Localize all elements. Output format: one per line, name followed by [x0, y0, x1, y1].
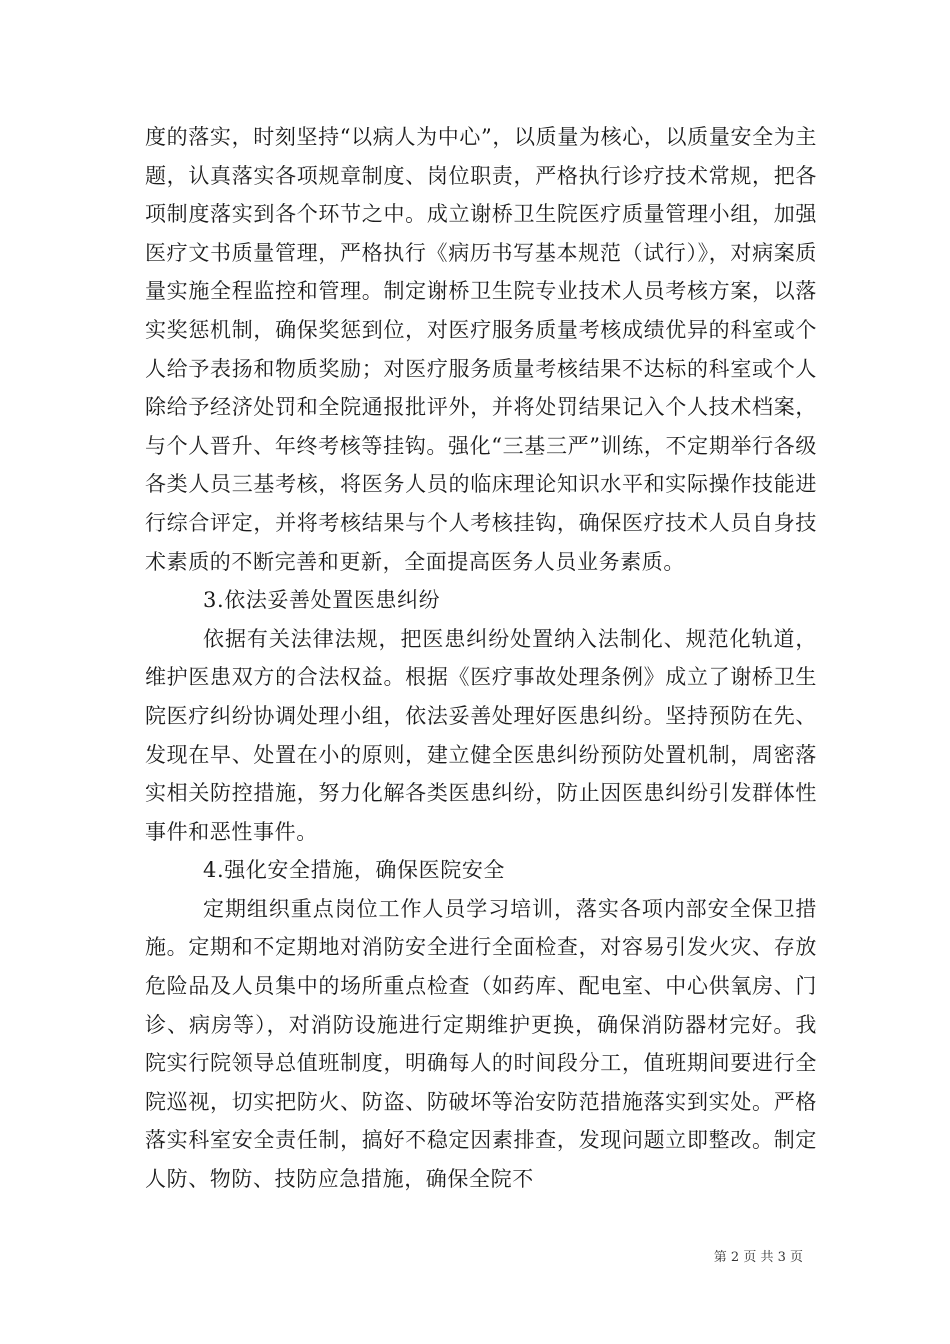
paragraph-hospital-safety: 定期组织重点岗位工作人员学习培训，落实各项内部安全保卫措施。定期和不定期地对消防安全进行全面检查，对容易引发火灾、存放危险品及人员集中的场所重点检查（如药库、配电室、中心供氧房、门诊、病房等），对消防设施进行定期维护更换，确保消防器材完好。我院实行院领导总值班制度，明确每人的时间段分工，值班期间要进行全院巡视，切实把防火、防盗、防破坏等治安防范措施落实到实处。严格落实科室安全责任制，搞好不稳定因素排查，发现问题立即整改。制定人防、物防、技防应急措施，确保全院不 [145, 896, 817, 1192]
paragraph-dispute-handling: 依据有关法律法规，把医患纠纷处置纳入法制化、规范化轨道，维护医患双方的合法权益。根据《医疗事故处理条例》成立了谢桥卫生院医疗纠纷协调处理小组，依法妥善处理好医患纠纷。坚持预防在先、发现在早、处置在小的原则，建立健全医患纠纷预防处置机制，周密落实相关防控措施，努力化解各类医患纠纷，防止因医患纠纷引发群体性事件和恶性事件。 [145, 626, 817, 844]
section-heading-3: 3.依法妥善处置医患纠纷 [203, 588, 441, 613]
paragraph-continuation: 度的落实，时刻坚持“以病人为中心”，以质量为核心，以质量安全为主题，认真落实各项规章制度、岗位职责，严格执行诊疗技术常规，把各项制度落实到各个环节之中。成立谢桥卫生院医疗质量管理小组，加强医疗文书质量管理，严格执行《病历书写基本规范（试行）》，对病案质量实施全程监控和管理。制定谢桥卫生院专业技术人员考核方案，以落实奖惩机制，确保奖惩到位，对医疗服务质量考核成绩优异的科室或个人给予表扬和物质奖励；对医疗服务质量考核结果不达标的科室或个人除给予经济处罚和全院通报批评外，并将处罚结果记入个人技术档案，与个人晋升、年终考核等挂钩。强化“三基三严”训练，不定期举行各级各类人员三基考核，将医务人员的临床理论知识水平和实际操作技能进行综合评定，并将考核结果与个人考核挂钩，确保医疗技术人员自身技术素质的不断完善和更新，全面提高医务人员业务素质。 [145, 125, 817, 574]
section-heading-4: 4.强化安全措施，确保医院安全 [203, 858, 506, 883]
document-body [145, 118, 817, 1199]
page-number-footer: 第 2 页 共 3 页 [713, 1250, 803, 1265]
